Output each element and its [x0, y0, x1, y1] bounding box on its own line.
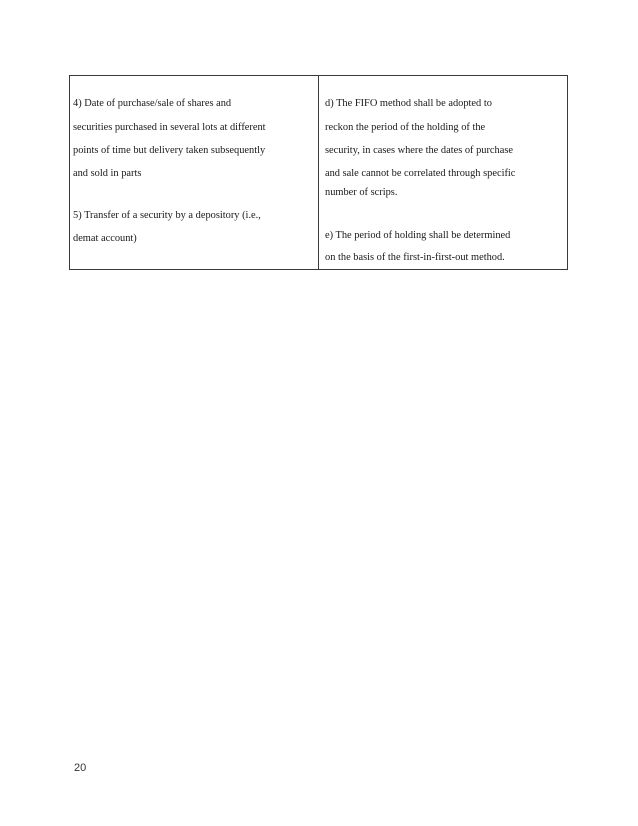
provisions-table	[69, 75, 568, 270]
table-cell-right	[319, 76, 567, 269]
table-cell-left	[70, 76, 319, 269]
item-4-line-4: and sold in parts	[73, 168, 142, 179]
item-4-line-2: securities purchased in several lots at different	[73, 122, 266, 133]
item-d-line-3: security, in cases where the dates of purchase	[325, 145, 514, 156]
item-e-line-1: e) The period of holding shall be determined	[325, 230, 511, 241]
item-5-line-2: demat account)	[73, 233, 137, 244]
item-4-line-1: 4) Date of purchase/sale of shares and	[73, 98, 232, 109]
item-d-line-2: reckon the period of the holding of the	[325, 122, 486, 133]
item-e-line-2: on the basis of the first-in-first-out method.	[325, 252, 505, 263]
item-5-line-1: 5) Transfer of a security by a depository (i.e.,	[73, 210, 261, 221]
item-4-line-3: points of time but delivery taken subsequently	[73, 145, 266, 156]
item-d-line-5: number of scrips.	[325, 187, 398, 198]
item-d-line-4: and sale cannot be correlated through specific	[325, 168, 516, 179]
page-number: 20	[74, 762, 87, 774]
item-d-line-1: d) The FIFO method shall be adopted to	[325, 98, 492, 109]
